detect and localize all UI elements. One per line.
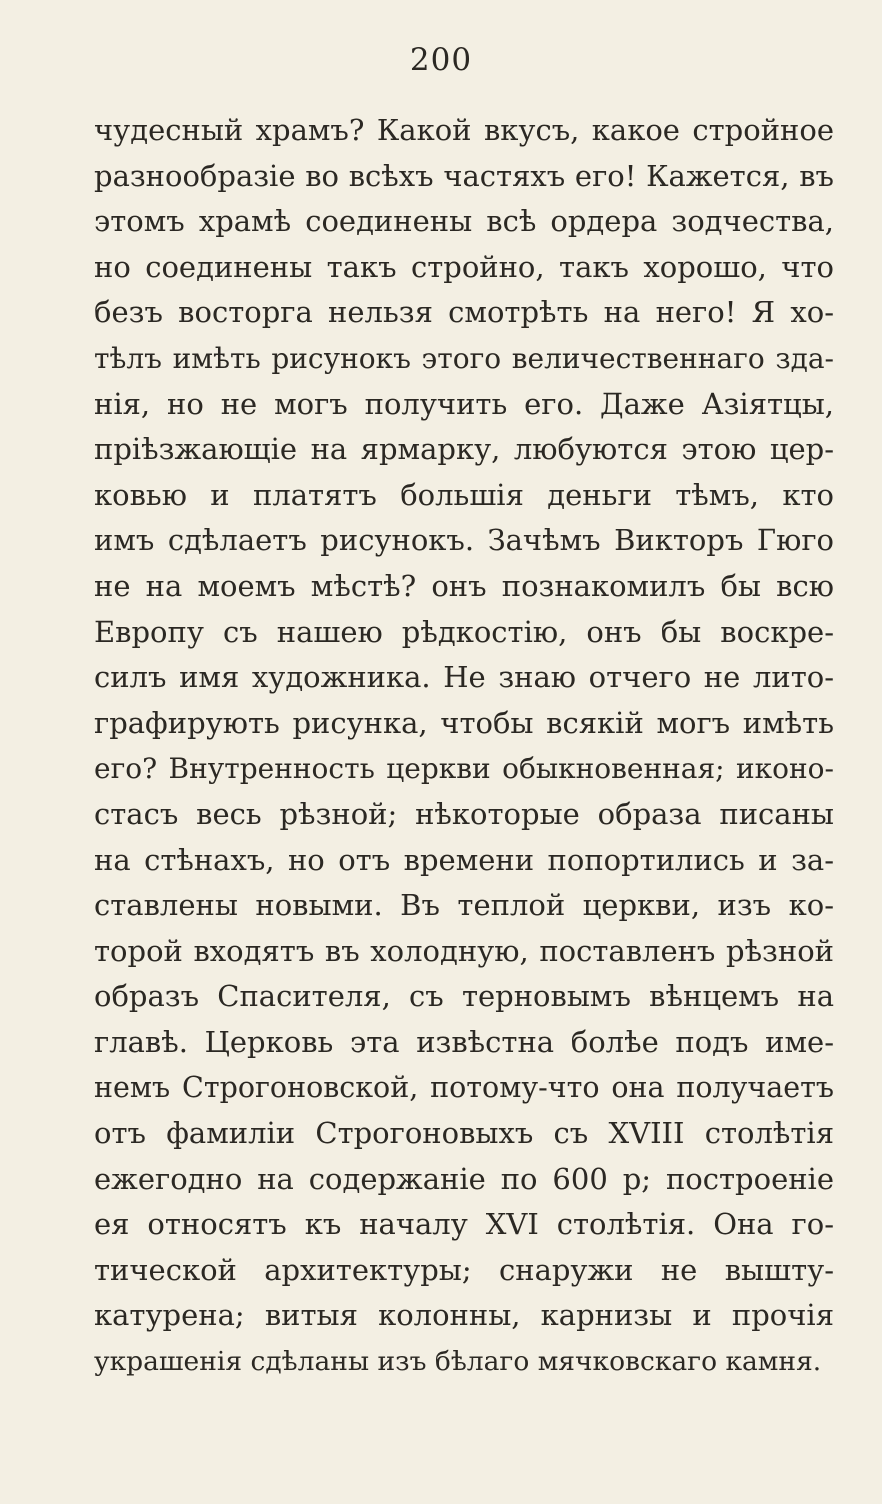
text-line: этомъ храмѣ соединены всѣ ордера зодчества, (94, 204, 834, 239)
text-line: тической архитектуры; снаружи не вышту- (94, 1252, 834, 1287)
text-line: Европу съ нашею рѣдкостію, онъ бы воскре- (94, 614, 834, 649)
text-line: немъ Строгоновской, потому-что она получаетъ (94, 1071, 834, 1105)
text-line: графирують рисунка, чтобы всякій могъ имѣть (94, 705, 834, 740)
text-line: его? Внутренность церкви обыкновенная; иконо- (94, 752, 834, 786)
text-line: главѣ. Церковь эта извѣстна болѣе подъ име- (94, 1024, 834, 1059)
text-line: на стѣнахъ, но отъ времени попортились и за- (94, 842, 834, 877)
text-line: ковью и платятъ большія деньги тѣмъ, кто (94, 477, 834, 512)
text-line: разнообразіе во всѣхъ частяхъ его! Кажется, въ (94, 158, 834, 193)
text-line: ея относятъ къ началу XVI столѣтія. Она го- (94, 1207, 834, 1242)
page-number: 200 (409, 42, 473, 78)
text-line: силъ имя художника. Не знаю отчего не лито- (94, 660, 834, 695)
text-line: имъ сдѣлаетъ рисунокъ. Зачѣмъ Викторъ Гюго (94, 523, 834, 558)
text-line: украшенія сдѣланы изъ бѣлаго мячковскаго камня. (94, 1346, 822, 1378)
text-line: торой входятъ въ холодную, поставленъ рѣзной (94, 933, 834, 968)
text-line: катурена; витыя колонны, карнизы и прочія (94, 1298, 834, 1333)
text-line: отъ фамиліи Строгоновыхъ съ XVIII столѣтія (94, 1116, 834, 1151)
text-line: нія, но не могъ получить его. Даже Азіятцы, (94, 386, 834, 421)
text-line: безъ восторга нельзя смотрѣть на него! Я хо- (94, 295, 834, 330)
text-line: образъ Спасителя, съ терновымъ вѣнцемъ на (94, 979, 834, 1014)
text-line: ставлены новыми. Въ теплой церкви, изъ ко- (94, 888, 834, 923)
text-line: пріѣзжающіе на ярмарку, любуются этою цер- (94, 432, 834, 467)
text-line: тѣлъ имѣть рисунокъ этого величественнаго зда- (94, 341, 834, 375)
text-line: ежегодно на содержаніе по 600 р; построеніе (94, 1161, 834, 1196)
text-line: чудесный храмъ? Какой вкусъ, какое стройное (94, 113, 834, 147)
body-text (94, 108, 834, 1385)
text-line: но соединены такъ стройно, такъ хорошо, что (94, 249, 834, 284)
text-line: не на моемъ мѣстѣ? онъ познакомилъ бы всю (94, 568, 834, 603)
text-line: стасъ весь рѣзной; нѣкоторые образа писаны (94, 796, 834, 831)
